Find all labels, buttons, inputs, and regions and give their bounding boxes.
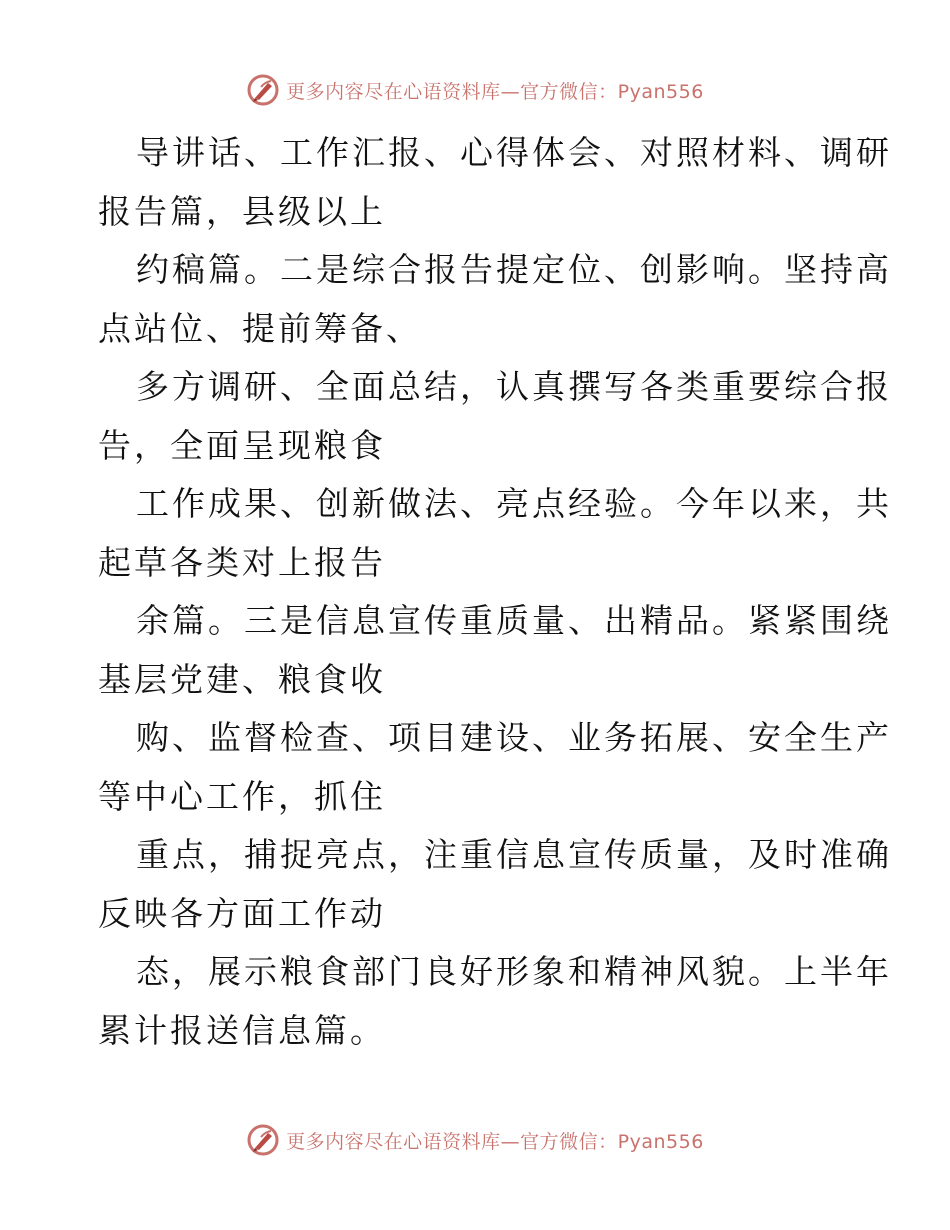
- banner-text: 更多内容尽在心语资料库—官方微信：Pyan556: [286, 1130, 704, 1153]
- body-line: 态，展示粮食部门良好形象和精神风貌。上半年: [136, 952, 892, 991]
- body-line: 导讲话、工作汇报、心得体会、对照材料、调研: [136, 133, 892, 172]
- body-line: 基层党建、粮食收: [98, 659, 386, 699]
- document-body: [98, 124, 892, 1060]
- body-line: 购、监督检查、项目建设、业务拓展、安全生产: [136, 718, 892, 757]
- body-line: 点站位、提前筹备、: [98, 308, 422, 348]
- body-line: 约稿篇。二是综合报告提定位、创影响。坚持高: [136, 250, 892, 289]
- body-line: 工作成果、创新做法、亮点经验。今年以来，共: [136, 484, 892, 523]
- body-line: 累计报送信息篇。: [98, 1010, 386, 1050]
- pen-logo-icon: [246, 73, 280, 107]
- body-line: 余篇。三是信息宣传重质量、出精品。紧紧围绕: [136, 601, 892, 640]
- footer-banner: [0, 1120, 950, 1160]
- body-line: 多方调研、全面总结，认真撰写各类重要综合报: [136, 367, 892, 406]
- body-line: 重点，捕捉亮点，注重信息宣传质量，及时准确: [136, 835, 892, 874]
- pen-logo-icon: [246, 1123, 280, 1157]
- body-line: 等中心工作，抓住: [98, 776, 386, 816]
- header-banner: [0, 70, 950, 110]
- banner-text: 更多内容尽在心语资料库—官方微信：Pyan556: [286, 80, 704, 103]
- body-line: 报告篇，县级以上: [98, 191, 386, 231]
- body-line: 反映各方面工作动: [98, 893, 386, 933]
- body-line: 告，全面呈现粮食: [98, 425, 386, 465]
- body-line: 起草各类对上报告: [98, 542, 386, 582]
